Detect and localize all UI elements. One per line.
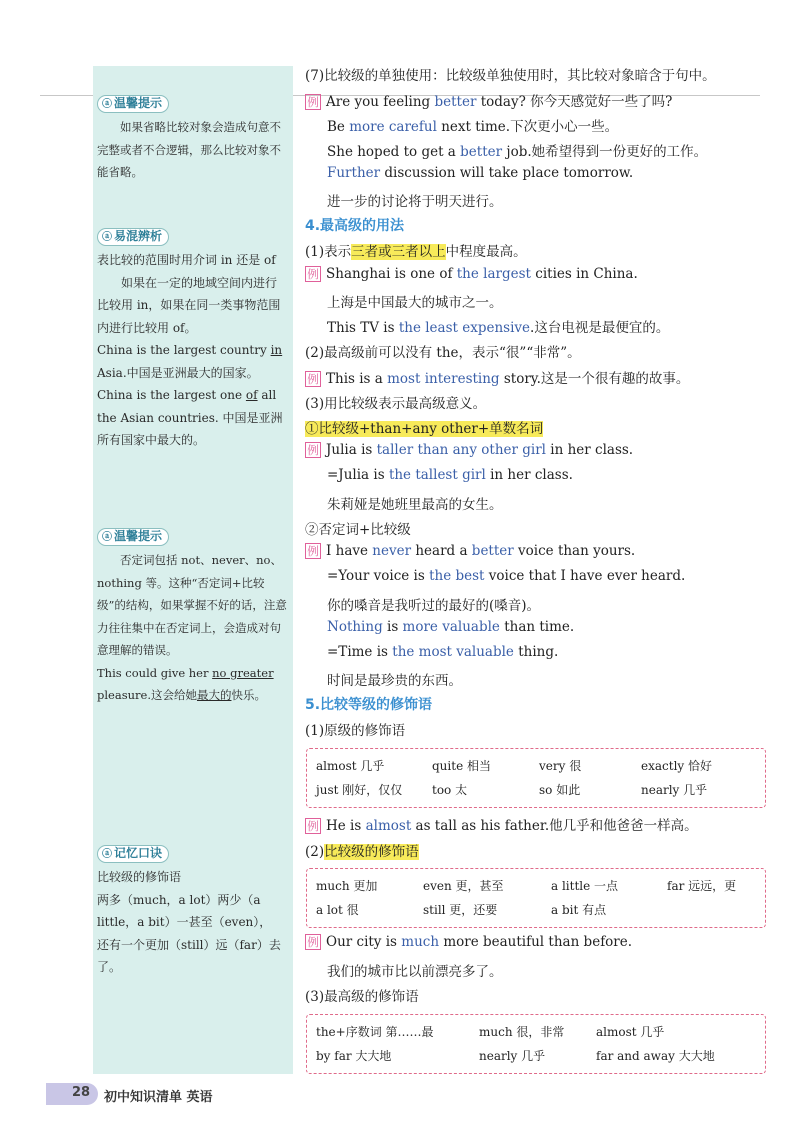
- example-icon: 例: [305, 442, 321, 458]
- tip-example: China is the largest country in Asia.中国是亚洲最大的国家。: [97, 343, 283, 380]
- example-9b: =Your voice is the best voice that I have ever heard.: [327, 568, 686, 584]
- page-number: 28: [72, 1085, 91, 1100]
- example-8: 例 Julia is taller than any other girl in her class.: [305, 442, 633, 458]
- example-icon: 例: [305, 94, 321, 110]
- footer-title: 初中知识清单 英语: [104, 1090, 213, 1105]
- section-5-2: (2)比较级的修饰语: [305, 844, 419, 860]
- modifier-box-superlative: [306, 1014, 766, 1074]
- example-4: Further discussion will take place tomorrow.: [327, 165, 634, 181]
- modifier-item: just 刚好，仅仅: [316, 783, 403, 797]
- modifier-item: exactly 恰好: [641, 759, 712, 773]
- tip-head: 比较级的修饰语: [97, 870, 182, 884]
- modifier-item: too 太: [432, 783, 468, 797]
- example-9: 例 I have never heard a better voice than yours.: [305, 543, 635, 559]
- section-7: (7)比较级的单独使用：比较级单独使用时，其比较对象暗含于句中。: [305, 68, 716, 84]
- modifier-item: a lot 很: [316, 903, 359, 917]
- example-icon: 例: [305, 818, 321, 834]
- tip-warm-2: [97, 525, 287, 707]
- modifier-item: still 更，还要: [423, 903, 498, 917]
- example-icon: 例: [305, 266, 321, 282]
- tip-example: This could give her no greater pleasure.这会给她最大的快乐。: [97, 665, 274, 702]
- example-10b: =Time is the most valuable thing.: [327, 644, 559, 660]
- modifier-item: even 更，甚至: [423, 879, 504, 893]
- tip-head: 表比较的范围时用介词 in 还是 of: [97, 253, 276, 267]
- modifier-box-comparative: [306, 868, 766, 928]
- tip-tag: ⓐ 易混辨析: [97, 228, 169, 246]
- tag-icon: ⓐ: [102, 532, 112, 543]
- example-3: She hoped to get a better job.她希望得到一份更好的工作。: [327, 144, 708, 160]
- example-icon: 例: [305, 934, 321, 950]
- example-5-cn: 上海是中国最大的城市之一。: [327, 295, 503, 311]
- section-5-3: (3)最高级的修饰语: [305, 989, 419, 1005]
- tip-example: China is the largest one of all the Asian countries. 中国是亚洲所有国家中最大的。: [97, 388, 283, 447]
- example-1: 例 Are you feeling better today? 你今天感觉好一些了吗?: [305, 90, 672, 110]
- tip-tag: ⓐ 温馨提示: [97, 95, 169, 113]
- modifier-item: far 远远，更: [667, 879, 737, 893]
- heading-4: 4.最高级的用法: [305, 218, 405, 234]
- example-9-cn: 你的嗓音是我听过的最好的(嗓音)。: [327, 598, 541, 614]
- example-4-cn: 进一步的讨论将于明天进行。: [327, 194, 503, 210]
- example-5: 例 Shanghai is one of the largest cities in China.: [305, 266, 638, 282]
- tag-icon: ⓐ: [102, 232, 112, 243]
- modifier-item: nearly 几乎: [479, 1049, 546, 1063]
- tip-text: 如果省略比较对象会造成句意不完整或者不合逻辑，那么比较对象不能省略。: [97, 120, 281, 179]
- example-10-cn: 时间是最珍贵的东西。: [327, 673, 462, 689]
- modifier-item: a bit 有点: [551, 903, 607, 917]
- tip-tag: ⓐ 记忆口诀: [97, 845, 169, 863]
- modifier-item: so 如此: [539, 783, 581, 797]
- tip-text: 如果在一定的地域空间内进行比较用 in，如果在同一类事物范围内进行比较用 of。: [97, 275, 281, 335]
- example-12-cn: 我们的城市比以前漂亮多了。: [327, 964, 503, 980]
- example-6: This TV is the least expensive.这台电视是最便宜的。: [327, 320, 670, 336]
- tag-icon: ⓐ: [102, 99, 112, 110]
- example-11: 例 He is almost as tall as his father.他几乎和他爸爸一样高。: [305, 814, 698, 834]
- heading-5: 5.比较等级的修饰语: [305, 697, 433, 713]
- modifier-item: much 很，非常: [479, 1025, 565, 1039]
- modifier-item: almost 几乎: [316, 759, 385, 773]
- section-4-1: (1)表示三者或三者以上中程度最高。: [305, 244, 527, 260]
- rule-1: ①比较级+than+any other+单数名词: [305, 421, 544, 437]
- modifier-item: the+序数词 第……最: [316, 1025, 434, 1039]
- modifier-item: a little 一点: [551, 879, 619, 893]
- tip-memory: [97, 842, 287, 979]
- tip-tag: ⓐ 温馨提示: [97, 528, 169, 546]
- section-5-1: (1)原级的修饰语: [305, 723, 406, 739]
- tip-text: 两多（much，a lot）两少（a little，a bit）一甚至（even），: [97, 892, 272, 929]
- example-icon: 例: [305, 543, 321, 559]
- example-10: Nothing is more valuable than time.: [327, 619, 575, 635]
- example-12: 例 Our city is much more beautiful than before.: [305, 934, 632, 950]
- tip-confuse: [97, 225, 287, 452]
- example-icon: 例: [305, 371, 321, 387]
- example-7: 例 This is a most interesting story.这是一个很有趣的故事。: [305, 367, 689, 387]
- example-8b: =Julia is the tallest girl in her class.: [327, 467, 573, 483]
- section-4-3: (3)用比较级表示最高级意义。: [305, 396, 487, 412]
- tip-text: 还有一个更加（still）远（far）去了。: [97, 937, 281, 974]
- modifier-item: very 很: [539, 759, 582, 773]
- modifier-box-positive: [306, 748, 766, 808]
- modifier-item: much 更加: [316, 879, 378, 893]
- modifier-item: by far 大大地: [316, 1049, 392, 1063]
- modifier-item: almost 几乎: [596, 1025, 665, 1039]
- example-2: Be more careful next time.下次更小心一些。: [327, 119, 619, 135]
- example-8-cn: 朱莉娅是她班里最高的女生。: [327, 497, 503, 513]
- tag-icon: ⓐ: [102, 849, 112, 860]
- modifier-item: far and away 大大地: [596, 1049, 715, 1063]
- tip-warm-1: [97, 92, 287, 184]
- rule-2: ②否定词+比较级: [305, 522, 411, 538]
- tip-text: 否定词包括 not、never、no、nothing 等。这种“否定词+比较级”的结构，如果掌握不好的话，注意力往往集中在否定词上，会造成对句意理解的错误。: [97, 553, 287, 657]
- modifier-item: quite 相当: [432, 759, 491, 773]
- modifier-item: nearly 几乎: [641, 783, 708, 797]
- section-4-2: (2)最高级前可以没有 the，表示“很”“非常”。: [305, 345, 581, 361]
